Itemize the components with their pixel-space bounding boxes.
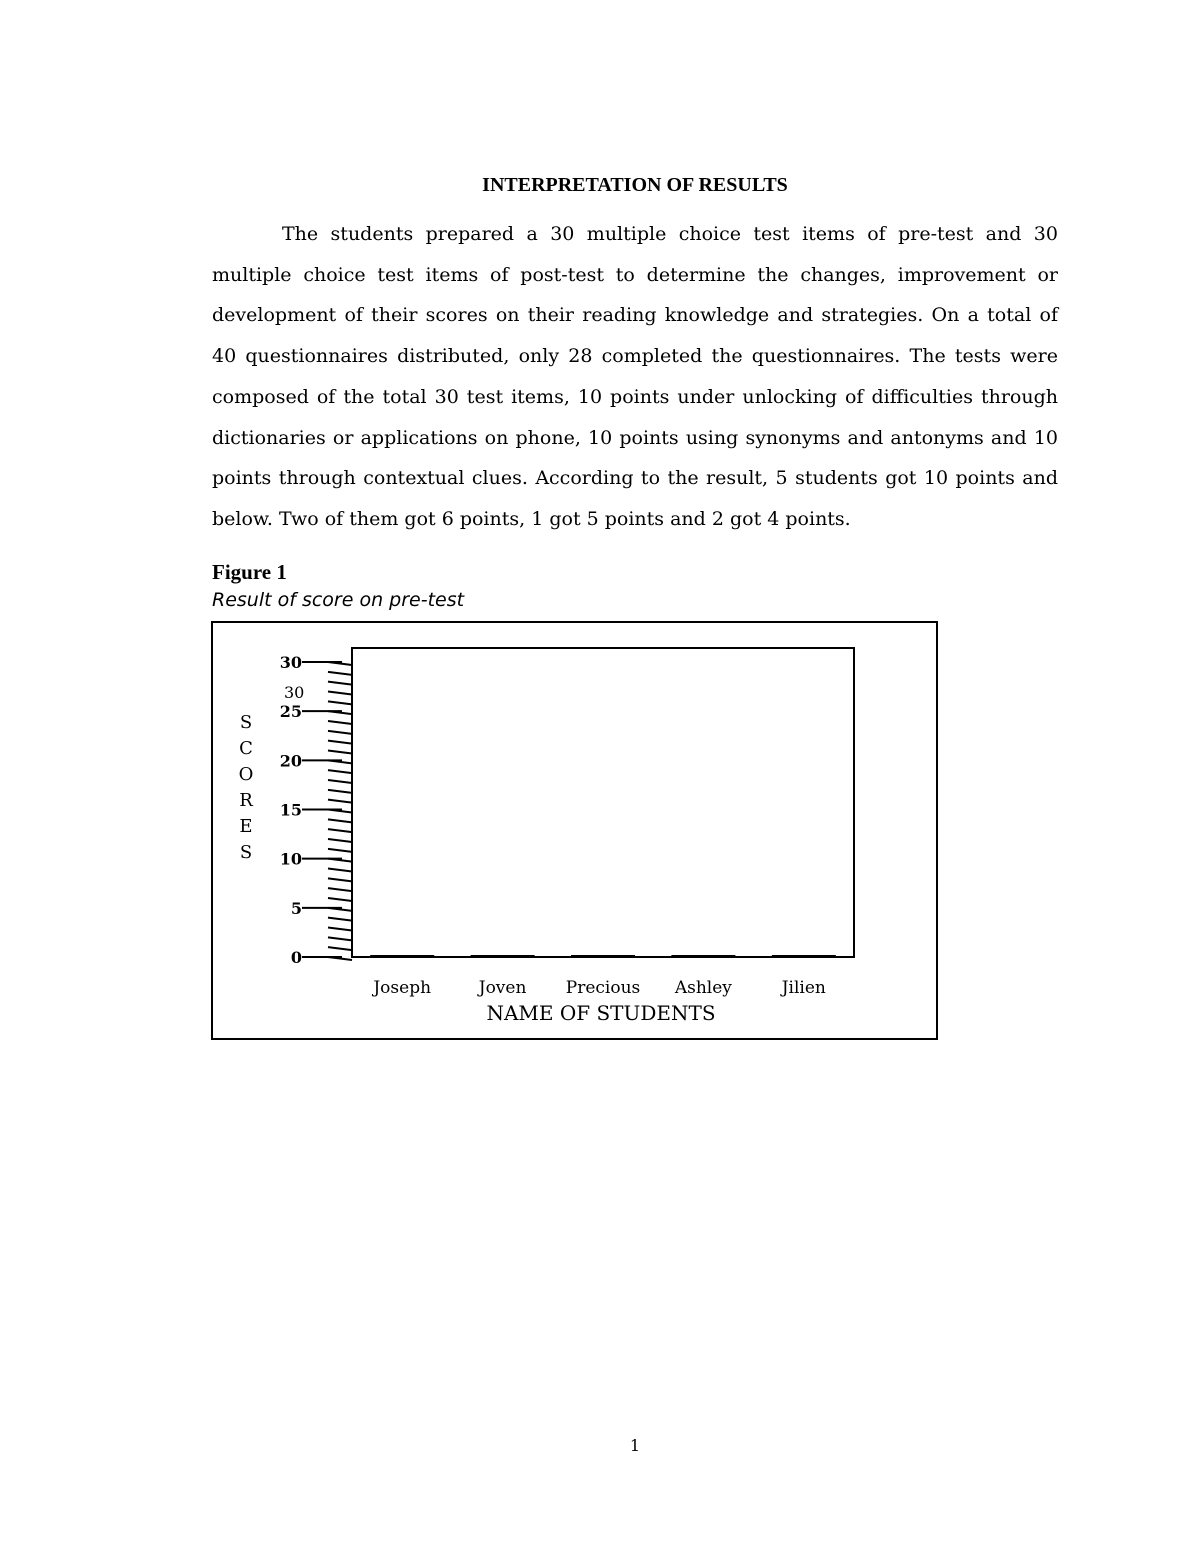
y-minor-tick	[328, 839, 352, 842]
y-tick-label-extra: 30	[284, 683, 305, 702]
y-axis-minor-ticks	[328, 662, 352, 960]
y-minor-tick	[328, 790, 352, 793]
y-axis-title-letter: S	[239, 842, 253, 863]
page-number: 1	[629, 1436, 641, 1455]
y-tick-label: 30	[279, 653, 302, 672]
plot-area	[352, 648, 854, 957]
x-axis-category-labels	[371, 978, 826, 998]
body-paragraph: The students prepared a 30 multiple choice test items of pre-test and 30 multiple choice test items of post-test to determine the changes, improvement or development of their scores on their reading knowledge and strategies. On a total of 40 questionnaires distributed, only 28 completed the questionnaires. The tests were composed of the total 30 test items, 10 points under unlocking of difficulties through dictionaries or applications on phone, 10 points using synonyms and antonyms and 10 points through contextual clues. According to the result, 5 students got 10 points and below. Two of them got 6 points, 1 got 5 points and 2 got 4 points.	[212, 223, 1058, 530]
y-minor-tick	[328, 918, 352, 921]
y-minor-tick	[328, 878, 352, 881]
y-tick-label: 0	[290, 948, 302, 967]
y-axis-title-letter: S	[239, 712, 253, 733]
y-minor-tick	[328, 869, 352, 872]
figure-label: Figure 1	[212, 560, 287, 584]
y-axis-title-letter: R	[239, 790, 253, 811]
y-minor-tick	[328, 751, 352, 754]
bar	[571, 955, 635, 957]
y-tick-label: 25	[279, 702, 302, 722]
x-tick-label: Jilien	[781, 978, 826, 998]
bar	[772, 955, 836, 957]
y-tick-label: 20	[279, 751, 302, 771]
y-minor-tick	[328, 898, 352, 901]
x-axis-title: NAME OF STUDENTS	[486, 1001, 716, 1025]
y-minor-tick	[328, 829, 352, 832]
y-minor-tick	[328, 937, 352, 940]
y-minor-tick	[328, 701, 352, 704]
y-minor-tick	[328, 800, 352, 803]
y-minor-tick	[328, 849, 352, 852]
x-tick-label: Joven	[478, 978, 527, 998]
y-minor-tick	[328, 741, 352, 744]
y-minor-tick	[328, 721, 352, 724]
bar	[370, 955, 434, 957]
y-minor-tick	[328, 947, 352, 950]
y-minor-tick	[328, 819, 352, 822]
y-axis-title-letter: E	[239, 816, 253, 837]
y-minor-tick	[328, 780, 352, 783]
y-axis-title	[239, 712, 254, 863]
x-tick-label: Precious	[565, 978, 641, 998]
y-minor-tick	[328, 731, 352, 734]
figure-caption: Result of score on pre-test	[212, 589, 465, 611]
bar	[471, 955, 535, 957]
bar	[671, 955, 735, 957]
y-minor-tick	[328, 672, 352, 675]
y-tick-label: 5	[290, 898, 302, 918]
y-tick-label: 10	[279, 849, 302, 869]
y-tick-label: 15	[279, 800, 302, 820]
x-tick-label: Ashley	[674, 978, 732, 998]
y-axis-title-letter: O	[238, 764, 254, 785]
y-minor-tick	[328, 682, 352, 685]
y-minor-tick	[328, 692, 352, 695]
y-minor-tick	[328, 928, 352, 931]
y-axis-title-letter: C	[239, 738, 253, 759]
y-minor-tick	[328, 888, 352, 891]
x-tick-label: Joseph	[373, 978, 432, 998]
document-title: INTERPRETATION OF RESULTS	[482, 174, 788, 196]
y-minor-tick	[328, 770, 352, 773]
